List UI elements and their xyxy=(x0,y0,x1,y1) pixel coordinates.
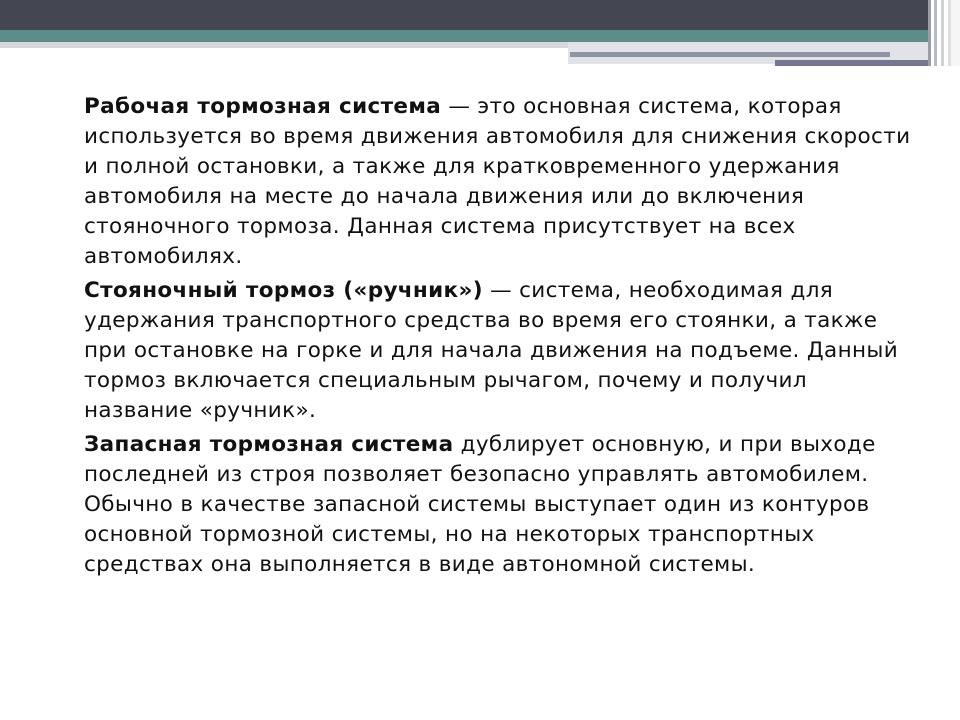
header-corner-stripes xyxy=(928,0,960,66)
description-parking-brake: — система, необходимая для удержания транспортного средства во время его стоянки, а также при остановке на горке и для начала движения на подъеме. Данный тормоз включается специальным рычагом, почему и получил название «ручник». xyxy=(84,278,899,423)
paragraph-service-brake xyxy=(84,92,914,272)
description-service-brake: — это основная система, которая используется во время движения автомобиля для снижения скорости и полной остановки, а также для кратковременного удержания автомобиля на месте до начала движения или до включения стояночного тормоза. Данная система присутствует на всех автомобилях. xyxy=(84,94,911,269)
header-teal-band xyxy=(0,30,960,42)
header-dark-band xyxy=(0,0,960,30)
term-emergency-brake: Запасная тормозная система xyxy=(84,432,454,457)
paragraph-parking-brake xyxy=(84,276,914,426)
slide-body xyxy=(84,92,914,584)
header-accent-bar xyxy=(570,52,890,57)
description-emergency-brake: дублирует основную, и при выходе последней из строя позволяет безопасно управлять автомобилем. Обычно в качестве запасной системы выступает один из контуров основной тормозной системы, но на некоторых транспортных средствах она выполняется в виде автономной системы. xyxy=(84,432,876,577)
header-accent-bar-short xyxy=(775,60,945,66)
term-parking-brake: Стояночный тормоз («ручник») xyxy=(84,278,483,303)
term-service-brake: Рабочая тормозная система xyxy=(84,94,442,119)
paragraph-emergency-brake xyxy=(84,430,914,580)
